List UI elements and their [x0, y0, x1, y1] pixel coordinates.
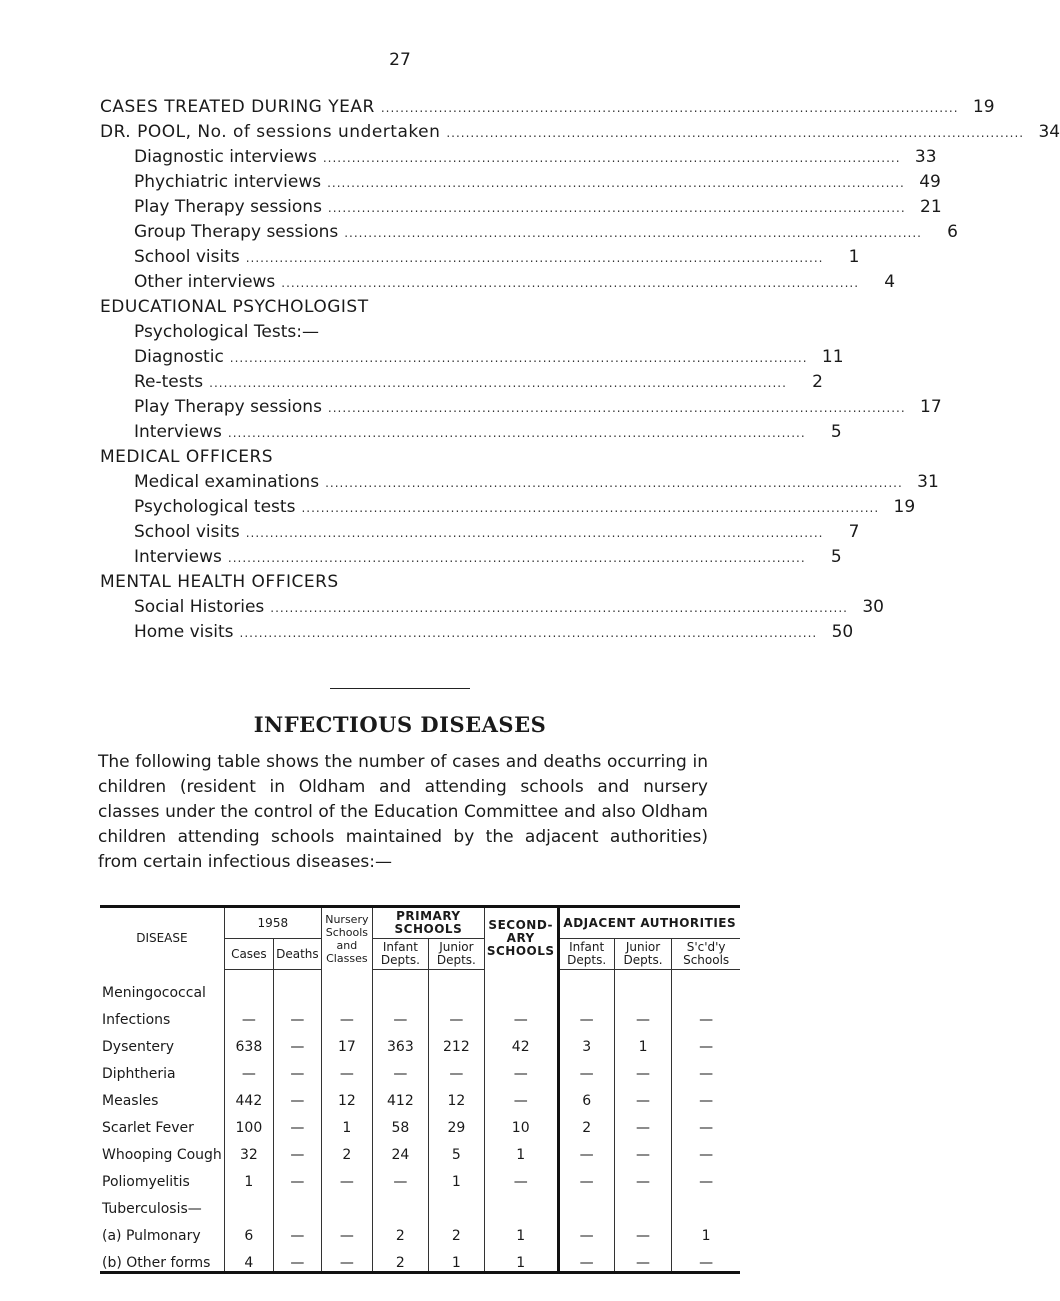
table-cell: — [484, 1082, 558, 1109]
case-line [100, 272, 896, 297]
table-cell: 4 [224, 1244, 273, 1273]
case-label: Phychiatric interviews [134, 172, 322, 192]
table-cell: 1 [321, 1109, 372, 1136]
case-value: 4 [884, 272, 896, 292]
case-value: 11 [821, 347, 844, 367]
case-line [100, 322, 660, 347]
case-label: Psychological Tests:— [134, 322, 319, 342]
table-row [100, 1001, 740, 1028]
disease-name: Whooping Cough [102, 1147, 222, 1163]
dot-leader: ........................................................................................................................ [446, 126, 1025, 140]
table-cell: 1 [484, 1217, 558, 1244]
table-cell: — [672, 1244, 740, 1273]
case-line [100, 522, 860, 547]
dot-leader: ........................................................................................................................ [344, 226, 922, 240]
case-label: Home visits [134, 622, 234, 642]
header-nursery: Nursery Schools and Classes [321, 907, 372, 970]
dot-leader: ........................................................................................................................ [281, 276, 860, 290]
table-cell: — [614, 1217, 671, 1244]
disease-name: Poliomyelitis [102, 1174, 190, 1190]
table-cell: — [273, 1055, 321, 1082]
case-value: 50 [831, 622, 854, 642]
dot-leader: ........................................................................................................................ [327, 176, 905, 190]
table-cell: — [321, 1055, 372, 1082]
table-cell: — [428, 1001, 484, 1028]
table-cell: 2 [372, 1244, 428, 1273]
dot-leader: ........................................................................................................................ [380, 101, 959, 115]
table-cell: 100 [224, 1109, 273, 1136]
table-cell: — [273, 1001, 321, 1028]
case-label: MEDICAL OFFICERS [100, 447, 274, 467]
table-cell: 29 [428, 1109, 484, 1136]
case-label: School visits [134, 522, 240, 542]
table-cell: — [484, 1163, 558, 1190]
table-cell: — [614, 1082, 671, 1109]
dot-leader: ........................................................................................................................ [322, 151, 901, 165]
case-line [100, 622, 854, 647]
table-cell: — [672, 1163, 740, 1190]
table-cell: — [273, 1136, 321, 1163]
case-value: 33 [914, 147, 937, 167]
table-cell: 2 [558, 1109, 614, 1136]
table-cell: 32 [224, 1136, 273, 1163]
table-row-label [100, 1190, 740, 1217]
dot-leader: ........................................................................................................................ [227, 426, 806, 440]
table-cell: 6 [224, 1217, 273, 1244]
case-label: Diagnostic [134, 347, 224, 367]
case-label: Interviews [134, 422, 222, 442]
table-cell-empty [558, 970, 614, 1002]
header-primary: PRIMARY SCHOOLS [372, 907, 484, 939]
table-cell: — [672, 1028, 740, 1055]
case-label: Re-tests [134, 372, 204, 392]
table-cell: — [672, 1055, 740, 1082]
case-value: 49 [919, 172, 941, 192]
case-label: School visits [134, 247, 240, 267]
table-cell: 1 [224, 1163, 273, 1190]
case-line [100, 247, 860, 272]
header-disease: DISEASE [136, 931, 188, 946]
dot-leader: ........................................................................................................................ [227, 551, 806, 565]
table-cell: 2 [428, 1217, 484, 1244]
table-cell-empty [372, 1190, 428, 1217]
header-secondary: SECOND-ARY SCHOOLS [484, 907, 558, 970]
disease-name: (b) Other forms [102, 1255, 211, 1271]
table-cell: 1 [614, 1028, 671, 1055]
table-cell: — [224, 1001, 273, 1028]
disease-name: Dysentery [102, 1039, 174, 1055]
table-cell: — [321, 1001, 372, 1028]
case-label: Medical examinations [134, 472, 320, 492]
table-cell: 12 [428, 1082, 484, 1109]
table-cell: — [558, 1217, 614, 1244]
case-line [100, 397, 942, 422]
table-cell-empty [321, 1190, 372, 1217]
table-cell-empty [614, 970, 671, 1002]
table-cell: 10 [484, 1109, 558, 1136]
disease-name: Infections [102, 1012, 171, 1028]
case-line [100, 122, 1060, 147]
table-cell: 1 [428, 1244, 484, 1273]
table-cell: — [614, 1163, 671, 1190]
table-cell: — [558, 1055, 614, 1082]
table-cell: 1 [672, 1217, 740, 1244]
infectious-diseases-table [100, 905, 740, 1274]
table-cell: 3 [558, 1028, 614, 1055]
table-cell-empty [273, 970, 321, 1002]
case-line [100, 447, 660, 472]
table-row [100, 1109, 740, 1136]
case-line [100, 372, 823, 397]
disease-name: Meningococcal [102, 985, 206, 1001]
table-cell-empty [484, 970, 558, 1002]
case-value: 6 [947, 222, 958, 242]
disease-name: Tuberculosis— [102, 1201, 202, 1217]
dot-leader: ........................................................................................................................ [229, 351, 808, 365]
header-infant: Infant Depts. [372, 939, 428, 970]
table-cell: — [321, 1244, 372, 1273]
table-cell: 412 [372, 1082, 428, 1109]
header-adj-secondary: S'c'd'y Schools [672, 939, 740, 970]
table-cell: — [273, 1244, 321, 1273]
dot-leader: ........................................................................................................................ [239, 626, 818, 640]
table-cell: 17 [321, 1028, 372, 1055]
table-cell: — [321, 1163, 372, 1190]
table-cell: 58 [372, 1109, 428, 1136]
table-cell: 638 [224, 1028, 273, 1055]
case-line [100, 497, 916, 522]
header-deaths: Deaths [273, 939, 321, 970]
section-divider [330, 688, 470, 689]
case-value: 30 [862, 597, 884, 617]
table-cell: — [428, 1055, 484, 1082]
dot-leader: ........................................................................................................................ [327, 401, 906, 415]
header-adjacent: ADJACENT AUTHORITIES [558, 907, 740, 939]
dot-leader: ........................................................................................................................ [245, 251, 824, 265]
table-cell: — [672, 1001, 740, 1028]
case-label: Other interviews [134, 272, 276, 292]
case-value: 5 [830, 422, 842, 442]
case-label: MENTAL HEALTH OFFICERS [100, 572, 339, 592]
table-row [100, 1163, 740, 1190]
case-label: Psychological tests [134, 497, 296, 517]
table-row-label [100, 970, 740, 1002]
table-row [100, 1055, 740, 1082]
case-value: 2 [812, 372, 823, 392]
case-line [100, 347, 844, 372]
table-cell: 12 [321, 1082, 372, 1109]
table-cell: 24 [372, 1136, 428, 1163]
header-adj-infant: Infant Depts. [558, 939, 614, 970]
case-label: CASES TREATED DURING YEAR [100, 97, 375, 117]
table-cell: 363 [372, 1028, 428, 1055]
table-cell-empty [224, 1190, 273, 1217]
table-cell-empty [428, 970, 484, 1002]
case-value: 19 [893, 497, 916, 517]
case-line [100, 572, 660, 597]
dot-leader: ........................................................................................................................ [327, 201, 906, 215]
table-cell: — [614, 1109, 671, 1136]
table-cell-empty [224, 970, 273, 1002]
case-label: Social Histories [134, 597, 265, 617]
dot-leader: ........................................................................................................................ [301, 501, 880, 515]
case-line [100, 597, 884, 622]
table-cell-empty [672, 970, 740, 1002]
table-cell: — [321, 1217, 372, 1244]
table-cell: 6 [558, 1082, 614, 1109]
table-cell: — [672, 1136, 740, 1163]
disease-name: (a) Pulmonary [102, 1228, 201, 1244]
table-cell: 2 [372, 1217, 428, 1244]
cases-treated-list [100, 97, 1060, 647]
table-cell: 1 [428, 1163, 484, 1190]
case-label: Group Therapy sessions [134, 222, 339, 242]
case-line [100, 222, 958, 247]
case-label: Play Therapy sessions [134, 197, 322, 217]
case-line [100, 547, 842, 572]
table-row [100, 1217, 740, 1244]
header-adj-junior: Junior Depts. [614, 939, 671, 970]
table-cell: — [558, 1244, 614, 1273]
table-row [100, 1082, 740, 1109]
table-row [100, 1028, 740, 1055]
case-line [100, 97, 995, 122]
case-value: 5 [830, 547, 842, 567]
table-cell: 5 [428, 1136, 484, 1163]
table-cell: — [672, 1109, 740, 1136]
page-number: 27 [389, 50, 411, 70]
case-label: EDUCATIONAL PSYCHOLOGIST [100, 297, 369, 317]
table-cell: — [614, 1136, 671, 1163]
dot-leader: ........................................................................................................................ [209, 376, 787, 390]
intro-paragraph: The following table shows the number of cases and deaths occurring in children (resident in Oldham and attending schools and nursery classes under the control of the Education Committee and also Oldham children attending schools maintained by the adjacent authorities) from certain infectious diseases:— [98, 752, 708, 872]
table-cell: 1 [484, 1244, 558, 1273]
table-cell: 42 [484, 1028, 558, 1055]
dot-leader: ........................................................................................................................ [270, 601, 848, 615]
table-cell: 2 [321, 1136, 372, 1163]
header-cases: Cases [224, 939, 273, 970]
case-value: 1 [848, 247, 860, 267]
table-cell: — [614, 1055, 671, 1082]
table-cell-empty [484, 1190, 558, 1217]
table-cell: — [273, 1082, 321, 1109]
case-value: 17 [920, 397, 942, 417]
table-cell: — [558, 1001, 614, 1028]
disease-name: Diphtheria [102, 1066, 176, 1082]
case-label: Play Therapy sessions [134, 397, 322, 417]
table-cell: 442 [224, 1082, 273, 1109]
table-cell: 1 [484, 1136, 558, 1163]
table-cell-empty [273, 1190, 321, 1217]
table-cell: — [672, 1082, 740, 1109]
case-line [100, 472, 939, 497]
table-cell: — [484, 1001, 558, 1028]
table-cell: — [273, 1028, 321, 1055]
table-row [100, 1136, 740, 1163]
table-cell: — [273, 1217, 321, 1244]
case-value: 21 [920, 197, 942, 217]
case-value: 34 [1038, 122, 1060, 142]
case-line [100, 147, 937, 172]
disease-name: Scarlet Fever [102, 1120, 194, 1136]
case-label: DR. POOL, No. of sessions undertaken [100, 122, 441, 142]
table-cell: — [558, 1163, 614, 1190]
case-line [100, 297, 660, 322]
dot-leader: ........................................................................................................................ [245, 526, 824, 540]
case-line [100, 422, 842, 447]
dot-leader: ........................................................................................................................ [325, 476, 903, 490]
table-cell: — [484, 1055, 558, 1082]
table-cell: — [614, 1244, 671, 1273]
table-cell: — [558, 1136, 614, 1163]
case-value: 31 [917, 472, 939, 492]
case-value: 19 [972, 97, 995, 117]
table-cell-empty [558, 1190, 614, 1217]
table-cell: 212 [428, 1028, 484, 1055]
table-cell: — [372, 1001, 428, 1028]
case-label: Diagnostic interviews [134, 147, 317, 167]
case-label: Interviews [134, 547, 222, 567]
disease-name: Measles [102, 1093, 159, 1109]
table-cell: — [372, 1055, 428, 1082]
case-value: 7 [848, 522, 860, 542]
table-cell: — [614, 1001, 671, 1028]
case-line [100, 197, 942, 222]
table-cell-empty [372, 970, 428, 1002]
case-line [100, 172, 941, 197]
section-title: INFECTIOUS DISEASES [253, 712, 547, 737]
table-cell-empty [428, 1190, 484, 1217]
header-year: 1958 [224, 907, 321, 939]
table-row [100, 1244, 740, 1273]
table-cell: — [372, 1163, 428, 1190]
table-cell-empty [614, 1190, 671, 1217]
table-cell: — [273, 1109, 321, 1136]
header-junior: Junior Depts. [428, 939, 484, 970]
table-cell-empty [672, 1190, 740, 1217]
table-cell-empty [321, 970, 372, 1002]
table-cell: — [224, 1055, 273, 1082]
table-cell: — [273, 1163, 321, 1190]
